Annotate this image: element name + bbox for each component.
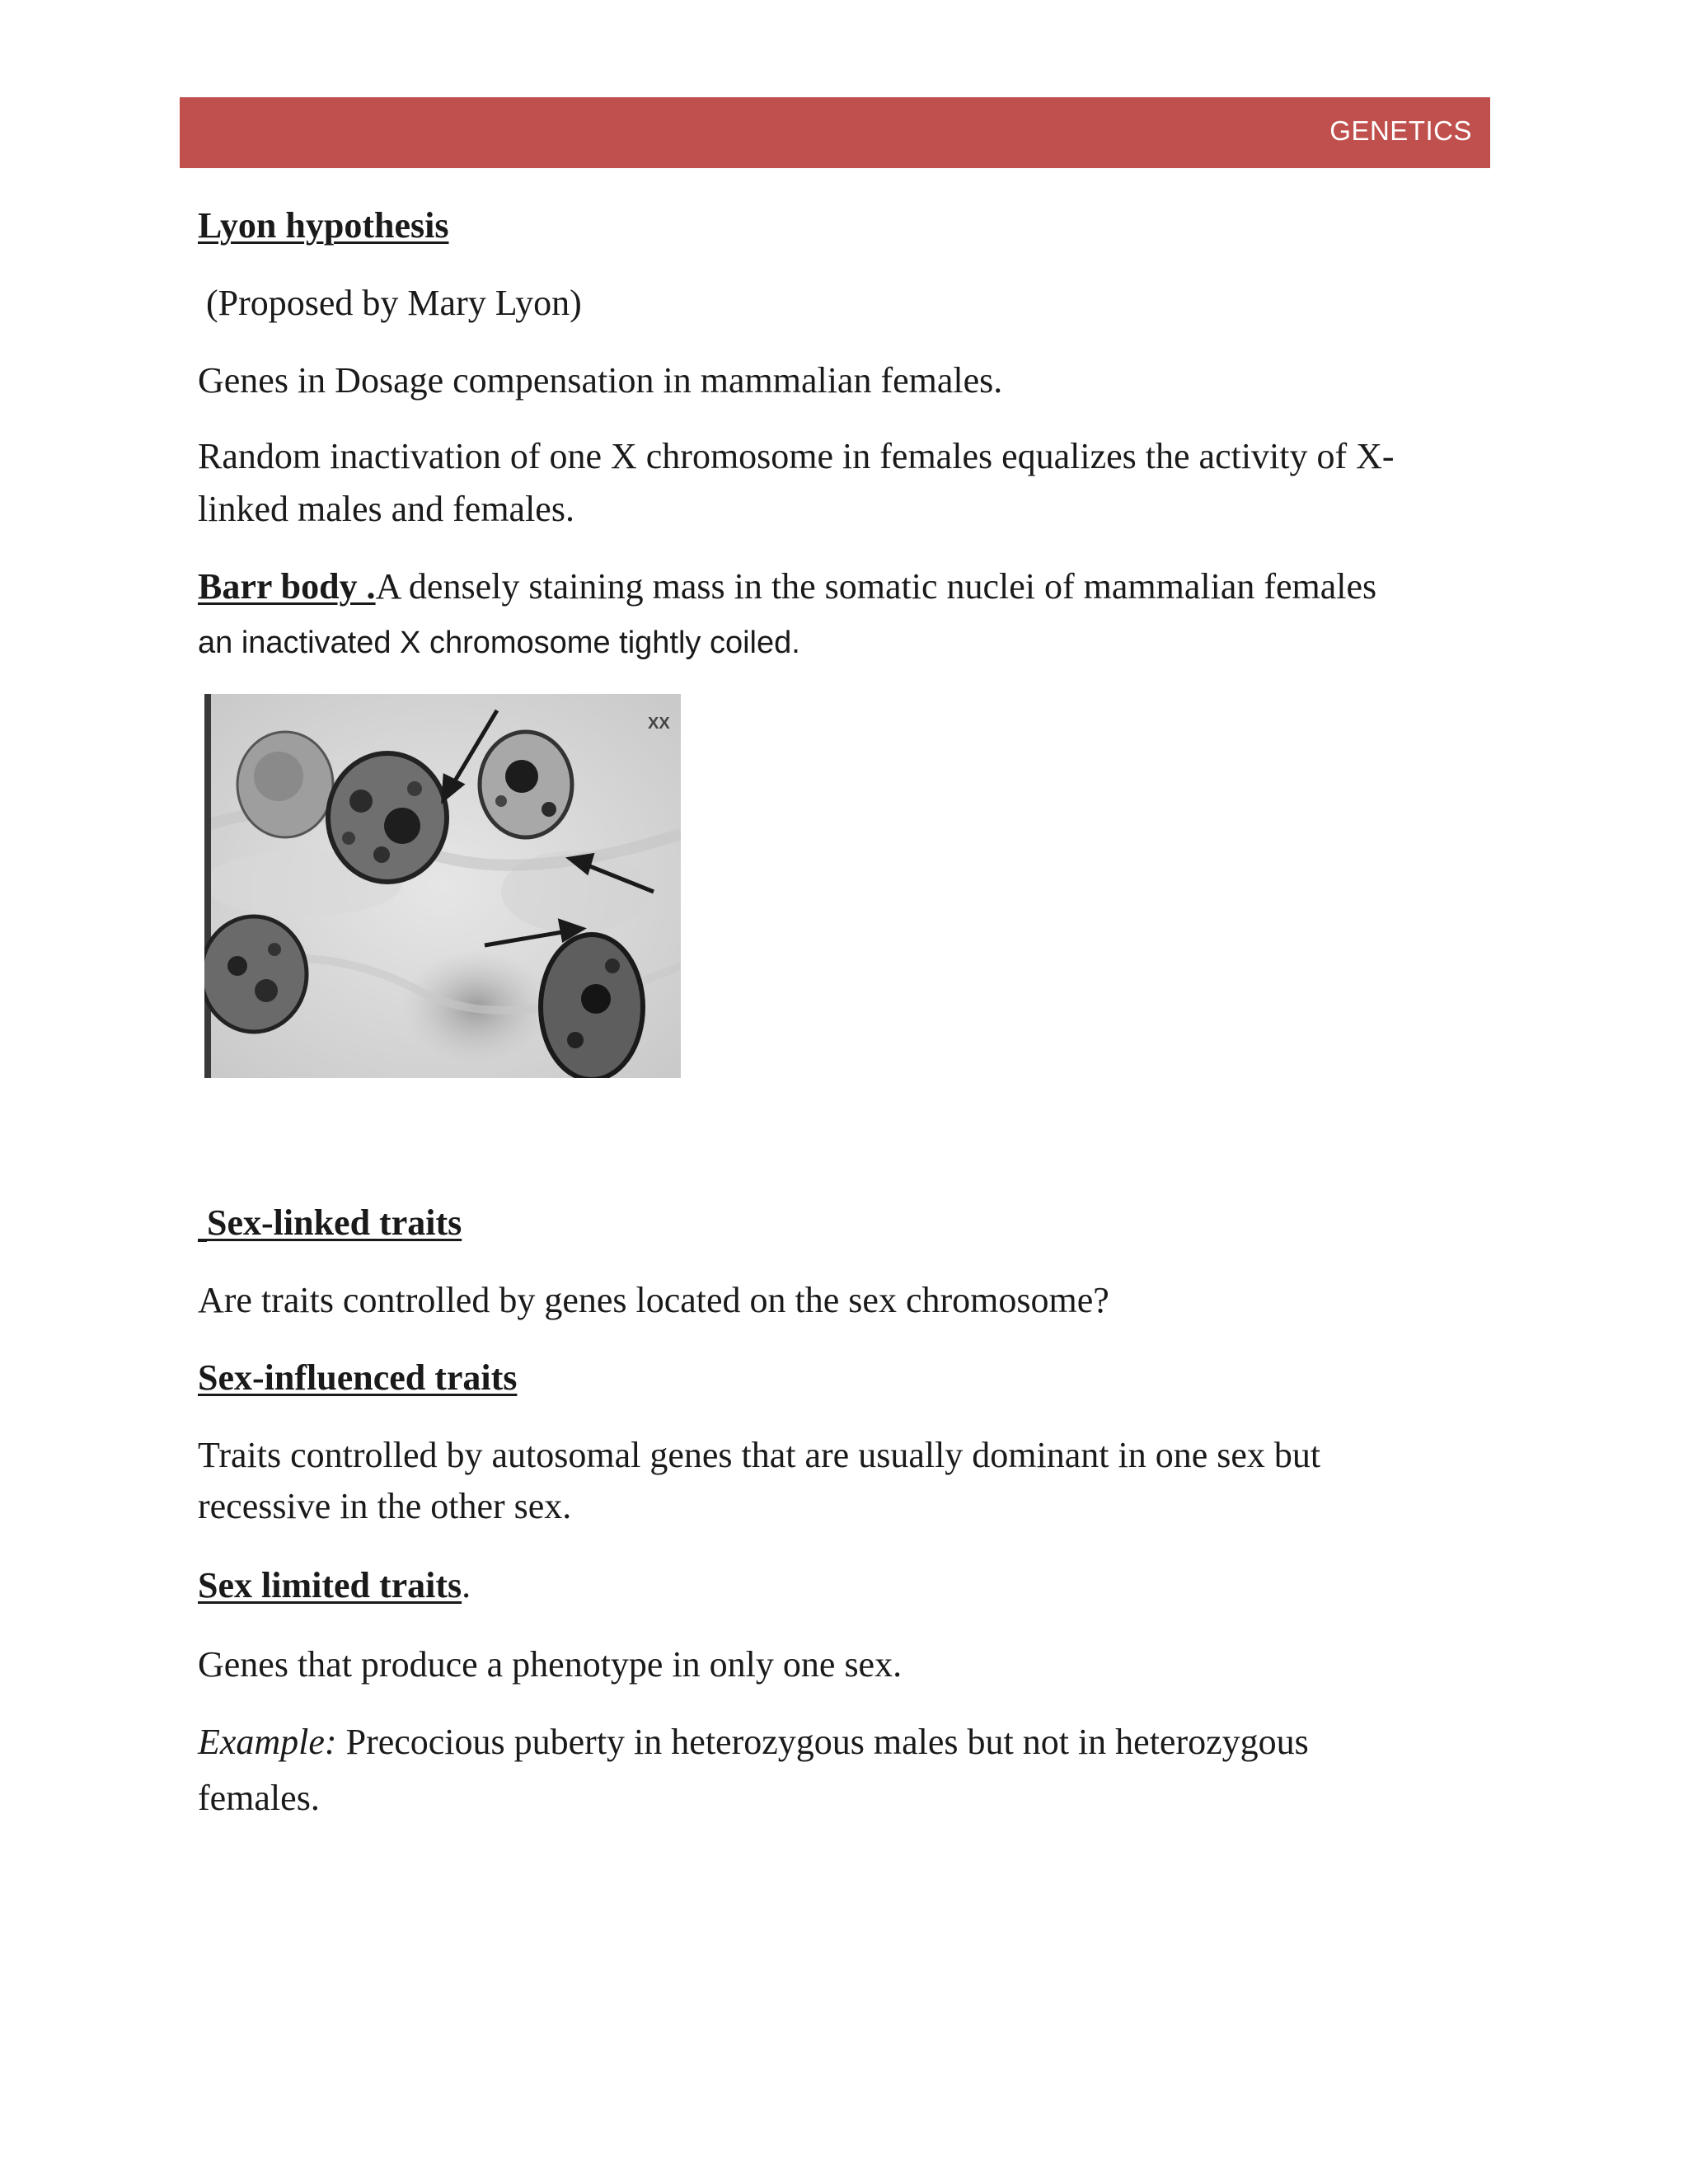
sex-limited-heading-line [198, 1559, 471, 1612]
lyon-genes-text: Genes in Dosage compensation in mammalian females. [198, 360, 1003, 401]
header-label: GENETICS [1329, 115, 1472, 146]
sex-linked-heading-text: Sex-linked traits [207, 1202, 462, 1243]
barr-body-paragraph [198, 560, 1376, 613]
barr-body-micrograph [204, 694, 681, 1078]
sex-limited-text: Genes that produce a phenotype in only one sex. [198, 1644, 903, 1685]
sex-influenced-text-line1: Traits controlled by autosomal genes that are usually dominant in one sex but [198, 1435, 1321, 1475]
sex-linked-heading [198, 1197, 462, 1249]
sex-limited-period: . [462, 1565, 471, 1605]
sex-influenced-text-line2: recessive in the other sex. [198, 1486, 572, 1526]
example-text-line2: females. [198, 1778, 320, 1818]
lyon-random-text-line2: linked males and females. [198, 489, 574, 529]
figure-label: XX [648, 715, 670, 733]
barr-body-text-line2: an inactivated X chromosome tightly coiled. [198, 626, 800, 660]
sex-influenced-heading: Sex-influenced traits [198, 1357, 518, 1398]
example-line1 [198, 1716, 1309, 1769]
header-bar [180, 97, 1490, 168]
sex-limited-heading: Sex limited traits [198, 1565, 462, 1605]
example-label: Example: [198, 1722, 337, 1762]
example-text-line1: Precocious puberty in heterozygous males but not in heterozygous [336, 1722, 1309, 1762]
lyon-hypothesis-heading: Lyon hypothesis [198, 205, 449, 246]
barr-body-text-line1: A densely staining mass in the somatic nuclei of mammalian females [375, 566, 1377, 607]
sex-linked-text: Are traits controlled by genes located on the sex chromosome? [198, 1280, 1109, 1320]
barr-body-heading: Barr body . [198, 566, 376, 607]
lyon-random-text-line1: Random inactivation of one X chromosome in females equalizes the activity of X- [198, 436, 1395, 476]
lyon-proposed-text: (Proposed by Mary Lyon) [206, 283, 582, 323]
